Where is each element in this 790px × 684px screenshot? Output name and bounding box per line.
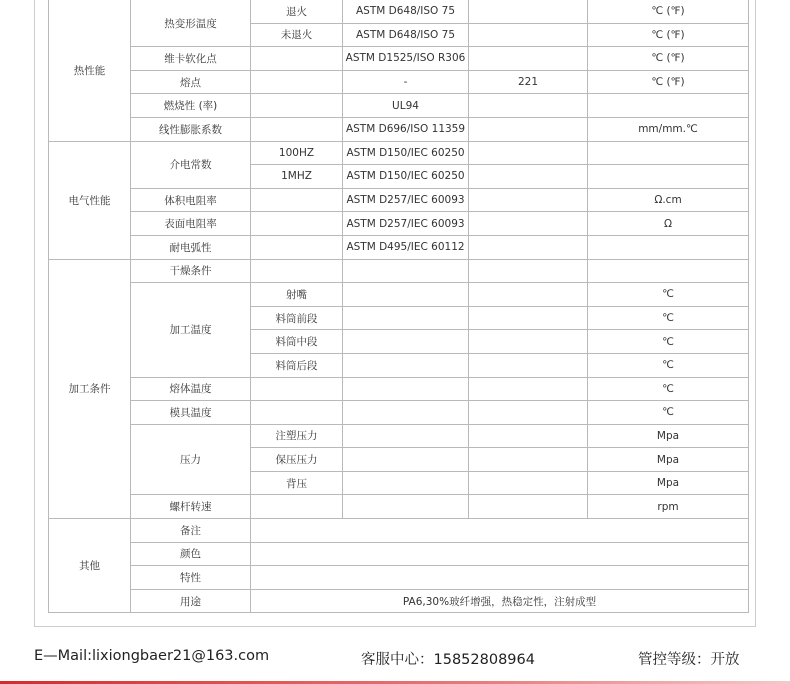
unit-cell: ℃ (588, 353, 749, 377)
color-value (251, 542, 749, 566)
table-row (49, 141, 749, 165)
prop-surface-resistivity: 表面电阻率 (131, 212, 251, 236)
cond-nozzle: 射嘴 (251, 283, 343, 307)
cond-unannealed: 未退火 (251, 23, 343, 47)
cond-barrel-rear: 料筒后段 (251, 353, 343, 377)
table-row (49, 188, 749, 212)
cond-cell (251, 377, 343, 401)
method-cell: ASTM D648/ISO 75 (343, 23, 469, 47)
unit-cell: ℃ (588, 377, 749, 401)
method-cell (343, 424, 469, 448)
method-cell (343, 377, 469, 401)
value-cell (469, 353, 588, 377)
prop-vicat: 维卡软化点 (131, 47, 251, 71)
method-cell (343, 259, 469, 283)
cond-cell (251, 235, 343, 259)
table-row (49, 259, 749, 283)
prop-flammability: 燃烧性 (率) (131, 94, 251, 118)
method-cell: ASTM D696/ISO 11359 (343, 117, 469, 141)
value-cell (469, 471, 588, 495)
unit-cell (588, 165, 749, 189)
method-cell (343, 306, 469, 330)
prop-melt-temp: 熔体温度 (131, 377, 251, 401)
unit-cell: ℃ (℉) (588, 0, 749, 23)
prop-dielectric: 介电常数 (131, 141, 251, 188)
email-text[interactable]: E—Mail:lixiongbaer21@163.com (34, 648, 270, 664)
cond-barrel-middle: 料筒中段 (251, 330, 343, 354)
control-level: 管控等级：开放 (638, 652, 740, 668)
value-cell (469, 235, 588, 259)
method-cell: UL94 (343, 94, 469, 118)
prop-color: 颜色 (131, 542, 251, 566)
method-cell (343, 330, 469, 354)
prop-volume-resistivity: 体积电阻率 (131, 188, 251, 212)
feature-value (251, 566, 749, 590)
unit-cell: Mpa (588, 424, 749, 448)
unit-cell (588, 235, 749, 259)
table-row (49, 47, 749, 71)
method-cell (343, 401, 469, 425)
cond-cell (251, 117, 343, 141)
cond-cell (251, 70, 343, 94)
prop-mold-temp: 模具温度 (131, 401, 251, 425)
cond-100hz: 100HZ (251, 141, 343, 165)
table-row (49, 377, 749, 401)
method-cell: ASTM D257/IEC 60093 (343, 212, 469, 236)
method-cell (343, 448, 469, 472)
unit-cell: ℃ (588, 330, 749, 354)
method-cell (343, 283, 469, 307)
value-cell (469, 117, 588, 141)
prop-drying: 干燥条件 (131, 259, 251, 283)
method-cell (343, 495, 469, 519)
value-cell (469, 424, 588, 448)
cond-cell (251, 401, 343, 425)
prop-processing-temp: 加工温度 (131, 283, 251, 377)
unit-cell: Ω (588, 212, 749, 236)
value-cell (469, 0, 588, 23)
table-row (49, 495, 749, 519)
cond-cell (251, 94, 343, 118)
unit-cell (588, 141, 749, 165)
table-row (49, 94, 749, 118)
unit-cell: ℃ (℉) (588, 70, 749, 94)
value-cell: 221 (469, 70, 588, 94)
spec-table (48, 0, 749, 613)
method-cell: ASTM D150/IEC 60250 (343, 141, 469, 165)
table-row (49, 283, 749, 307)
table-row (49, 589, 749, 613)
value-cell (469, 401, 588, 425)
unit-cell (588, 94, 749, 118)
category-thermal: 热性能 (49, 0, 131, 141)
contact-footer (0, 640, 790, 684)
unit-cell: ℃ (588, 306, 749, 330)
table-row (49, 542, 749, 566)
table-row (49, 0, 749, 23)
method-cell (343, 353, 469, 377)
cond-annealed: 退火 (251, 0, 343, 23)
value-cell (469, 23, 588, 47)
value-cell (469, 94, 588, 118)
prop-screw-speed: 螺杆转速 (131, 495, 251, 519)
category-electrical: 电气性能 (49, 141, 131, 259)
prop-usage: 用途 (131, 589, 251, 613)
method-cell (343, 471, 469, 495)
table-row (49, 424, 749, 448)
usage-value: PA6,30%玻纤增强，热稳定性，注射成型 (251, 589, 749, 613)
value-cell (469, 188, 588, 212)
value-cell (469, 377, 588, 401)
category-processing: 加工条件 (49, 259, 131, 519)
prop-cte: 线性膨胀系数 (131, 117, 251, 141)
value-cell (469, 495, 588, 519)
unit-cell: mm/mm.℃ (588, 117, 749, 141)
prop-hdt: 热变形温度 (131, 0, 251, 47)
table-row (49, 519, 749, 543)
prop-remarks: 备注 (131, 519, 251, 543)
table-row (49, 117, 749, 141)
value-cell (469, 259, 588, 283)
cond-cell (251, 495, 343, 519)
unit-cell: ℃ (588, 401, 749, 425)
unit-cell: Ω.cm (588, 188, 749, 212)
method-cell: ASTM D495/IEC 60112 (343, 235, 469, 259)
table-row (49, 235, 749, 259)
value-cell (469, 330, 588, 354)
method-cell: ASTM D1525/ISO R306 (343, 47, 469, 71)
unit-cell: ℃ (588, 283, 749, 307)
unit-cell: ℃ (℉) (588, 47, 749, 71)
cond-back-pressure: 背压 (251, 471, 343, 495)
value-cell (469, 283, 588, 307)
method-cell: ASTM D257/IEC 60093 (343, 188, 469, 212)
table-row (49, 212, 749, 236)
service-hotline: 客服中心：15852808964 (361, 652, 535, 668)
cond-cell (251, 212, 343, 236)
value-cell (469, 165, 588, 189)
remarks-value (251, 519, 749, 543)
value-cell (469, 141, 588, 165)
method-cell: ASTM D648/ISO 75 (343, 0, 469, 23)
unit-cell: Mpa (588, 448, 749, 472)
unit-cell: Mpa (588, 471, 749, 495)
table-row (49, 401, 749, 425)
value-cell (469, 47, 588, 71)
cond-1mhz: 1MHZ (251, 165, 343, 189)
prop-feature: 特性 (131, 566, 251, 590)
table-row (49, 70, 749, 94)
value-cell (469, 212, 588, 236)
cond-holding-pressure: 保压压力 (251, 448, 343, 472)
unit-cell (588, 259, 749, 283)
table-row (49, 566, 749, 590)
prop-pressure: 压力 (131, 424, 251, 495)
unit-cell: rpm (588, 495, 749, 519)
cond-barrel-front: 料筒前段 (251, 306, 343, 330)
cond-cell (251, 188, 343, 212)
value-cell (469, 448, 588, 472)
cond-injection-pressure: 注塑压力 (251, 424, 343, 448)
cond-cell (251, 47, 343, 71)
cond-cell (251, 259, 343, 283)
prop-melting: 熔点 (131, 70, 251, 94)
unit-cell: ℃ (℉) (588, 23, 749, 47)
category-other: 其他 (49, 519, 131, 613)
prop-arc-resistance: 耐电弧性 (131, 235, 251, 259)
method-cell: - (343, 70, 469, 94)
value-cell (469, 306, 588, 330)
method-cell: ASTM D150/IEC 60250 (343, 165, 469, 189)
